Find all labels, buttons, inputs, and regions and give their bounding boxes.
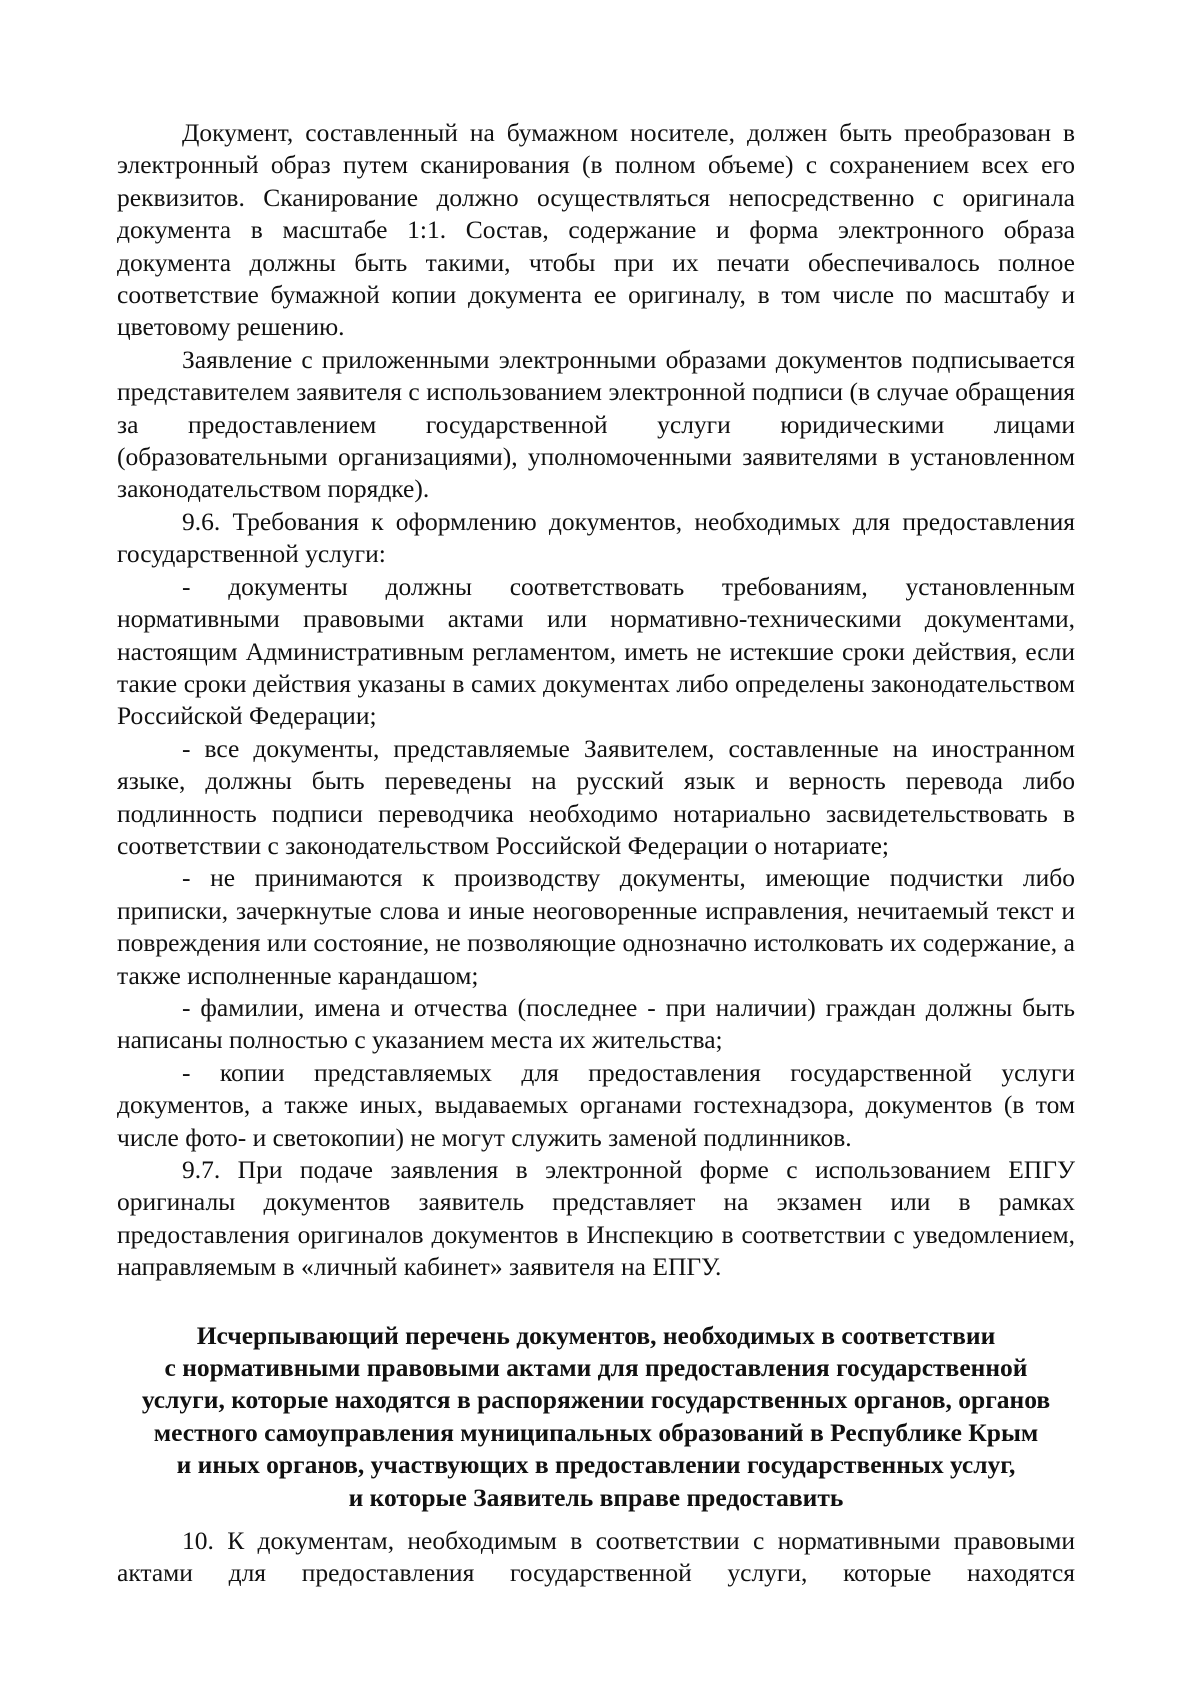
list-item-requirements: - документы должны соответствовать требованиям, установленным нормативными правовыми актами или нормативно-техническими документами, настоящим Административным регламентом, иметь не истекшие сроки действия, если такие сроки действия указаны в самих документах либо определены законодательством Российской Федерации; (117, 571, 1075, 731)
list-item-copies: - копии представляемых для предоставления государственной услуги документов, а также иных, выдаваемых органами гостехнадзора, документов (в том числе фото- и светокопии) не могут служить заменой подлинников. (117, 1057, 1075, 1152)
heading-line: Исчерпывающий перечень документов, необходимых в соответствии (196, 1320, 996, 1350)
paragraph-scan-requirements: Документ, составленный на бумажном носителе, должен быть преобразован в электронный образ путем сканирования (в полном объеме) с сохранением всех его реквизитов. Сканирование должно осуществляться непосредственно с оригинала документа в масштабе 1:1. Состав, содержание и форма электронного образа документа должны быть такими, чтобы при их печати обеспечивалось полное соответствие бумажной копии документа ее оригиналу, в том числе по масштабу и цветовому решению. (117, 118, 1075, 342)
list-item-foreign-language: - все документы, представляемые Заявителем, составленные на иностранном языке, должны быть переведены на русский язык и верность перевода либо подлинность подписи переводчика необходимо нотариально засвидетельствовать в соответствии с законодательством Российской Федерации о нотариате; (117, 733, 1075, 860)
document-body (117, 117, 1075, 1590)
paragraph-10: 10. К документам, необходимым в соответствии с нормативными правовыми актами для предоставления государственной услуги, которые находятся (117, 1526, 1075, 1588)
section-heading (117, 1320, 1075, 1514)
heading-line: с нормативными правовыми актами для предоставления государственной (164, 1353, 1028, 1383)
paragraph-9-6: 9.6. Требования к оформлению документов, необходимых для предоставления государственной услуги: (117, 506, 1075, 569)
heading-line: услуги, которые находятся в распоряжении государственных органов, органов (141, 1385, 1051, 1415)
heading-line: и которые Заявитель вправе предоставить (348, 1482, 844, 1512)
paragraph-9-7: 9.7. При подаче заявления в электронной форме с использованием ЕПГУ оригиналы документов заявитель представляет на экзамен или в рамках предоставления оригиналов документов в Инспекцию в соответствии с уведомлением, направляемым в «личный кабинет» заявителя на ЕПГУ. (117, 1155, 1075, 1282)
list-item-names: - фамилии, имена и отчества (последнее - при наличии) граждан должны быть написаны полностью с указанием места их жительства; (117, 992, 1075, 1055)
heading-line: местного самоуправления муниципальных образований в Республике Крым (153, 1417, 1039, 1447)
heading-line: и иных органов, участвующих в предоставлении государственных услуг, (176, 1450, 1016, 1480)
list-item-not-accepted: - не принимаются к производству документы, имеющие подчистки либо приписки, зачеркнутые слова и иные неоговоренные исправления, нечитаемый текст и повреждения или состояние, не позволяющие однозначно истолковать их содержание, а также исполненные карандашом; (117, 863, 1075, 990)
paragraph-application-signature: Заявление с приложенными электронными образами документов подписывается представителем заявителя с использованием электронной подписи (в случае обращения за предоставлением государственной услуги юридическими лицами (образовательными организациями), уполномоченными заявителями в установленном законодательством порядке). (117, 344, 1075, 504)
